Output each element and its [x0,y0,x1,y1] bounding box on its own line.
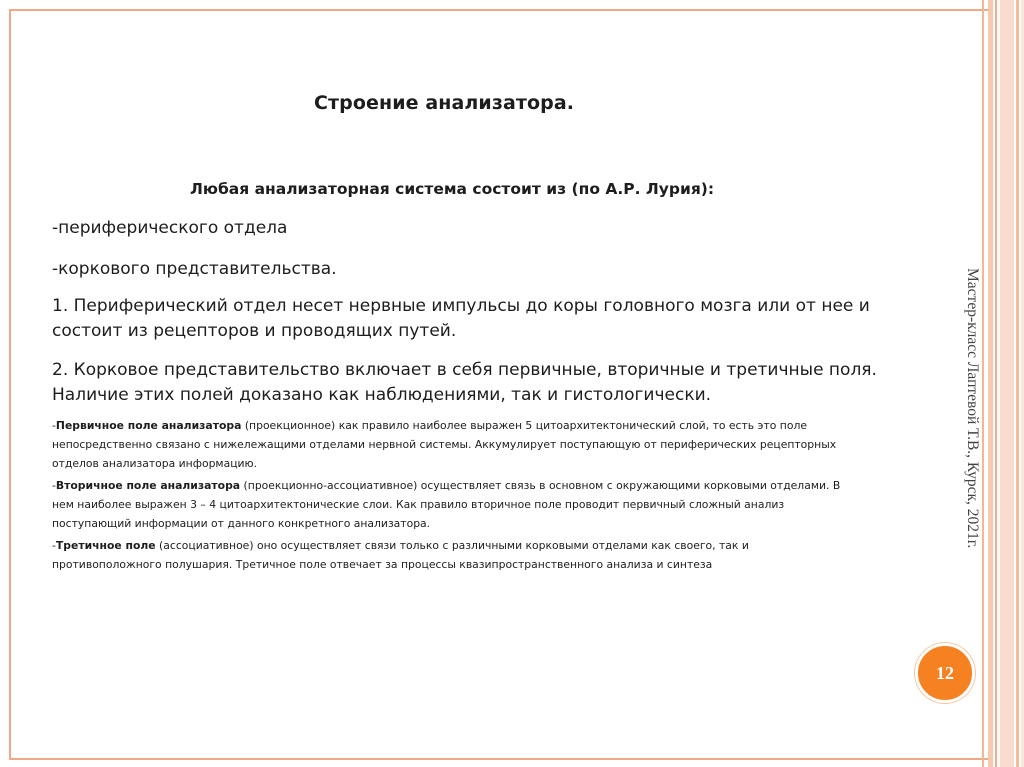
list-item-peripheral: -периферического отдела [52,218,288,238]
decorative-stripes [982,0,1024,767]
frame-left-line [9,9,11,760]
primary-field-text: -Первичное поле анализатора (проекционное) как правило наиболее выражен 5 цитоархитектонический слой, то есть это поле непосредственно связано с нижележащими отделами нервной системы. Аккумулирует поступающую от периферических рецепторных отделов анализатора информацию. [52,419,837,470]
list-item-cortical: -коркового представительства. [52,259,337,279]
paragraph-cortical: 2. Корковое представительство включает в себя первичные, вторичные и третичные поля. Наличие этих полей доказано как наблюдениями, так и гистологически. [52,360,877,405]
page-number-badge: 12 [915,643,975,703]
secondary-field-text: -Вторичное поле анализатора (проекционно-ассоциативное) осуществляет связь в основном с окружающими корковыми отделами. В нем наиболее выражен 3 – 4 цитоархитектонические слои. Как правило вторичное поле проводит первичный сложный анализ поступающий информации от данного конкретного анализатора. [52,479,841,530]
primary-field-term: Первичное поле анализатора [55,419,242,432]
tertiary-field-term: Третичное поле [55,539,156,552]
frame-top-line [9,9,993,11]
slide-subtitle: Любая анализаторная система состоит из (по А.Р. Лурия): [190,180,715,198]
side-caption [942,268,982,588]
frame-bottom-line [9,758,993,760]
secondary-field-term: Вторичное поле анализатора [55,479,241,492]
tertiary-field-text: -Третичное поле (ассоциативное) оно осуществляет связи только с различными корковыми отделами как своего, так и противоположного полушария. Третичное поле отвечает за процессы квазипространственного анализа и синтеза [52,539,749,571]
slide-title: Строение анализатора. [314,92,575,114]
side-caption-text: Мастер-класс Лаптевой Т.В., Курск, 2021г. [964,268,981,549]
paragraph-peripheral: 1. Периферический отдел несет нервные импульсы до коры головного мозга или от нее и состоит из рецепторов и проводящих путей. [52,296,870,341]
